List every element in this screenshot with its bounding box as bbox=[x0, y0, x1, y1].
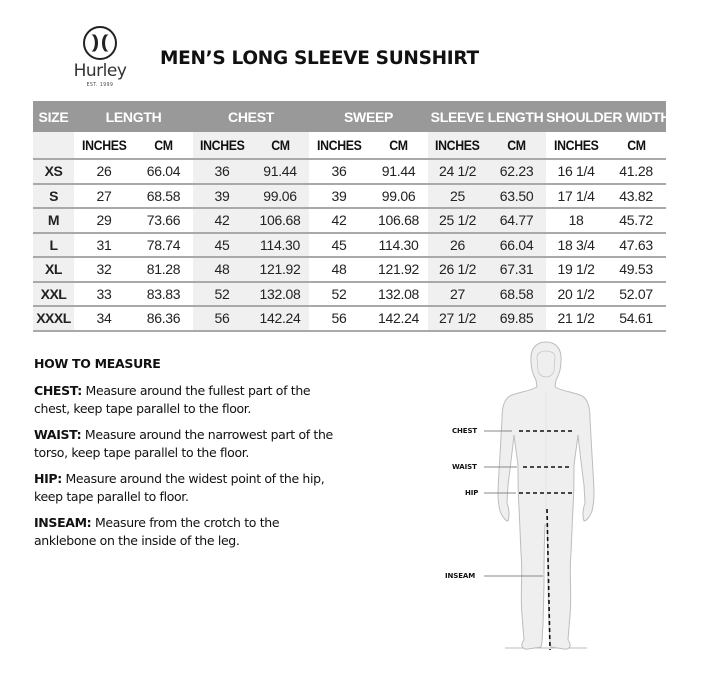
group-header-row bbox=[33, 101, 666, 132]
measure-text: Measure around the narrowest part of the torso, keep tape parallel to the floor. bbox=[34, 427, 333, 460]
brand-logo bbox=[68, 25, 132, 88]
measure-text: Measure from the crotch to the anklebone on the inside of the leg. bbox=[34, 515, 280, 548]
measurement-cell: 54.61 bbox=[606, 306, 666, 331]
measurement-cell: 25 1/2 bbox=[428, 208, 487, 233]
measurement-cell: 41.28 bbox=[606, 159, 666, 184]
measurement-cell: 43.82 bbox=[606, 184, 666, 209]
measurement-cell: 121.92 bbox=[251, 257, 309, 282]
table-row bbox=[33, 159, 666, 184]
measurement-cell: 32 bbox=[74, 257, 134, 282]
measurement-cell: 42 bbox=[309, 208, 369, 233]
measure-term: INSEAM: bbox=[34, 515, 92, 530]
measurement-cell: 64.77 bbox=[487, 208, 546, 233]
unit-header: CM bbox=[251, 132, 309, 159]
measure-term: CHEST: bbox=[34, 383, 82, 398]
table-row bbox=[33, 306, 666, 331]
measurement-cell: 106.68 bbox=[369, 208, 428, 233]
measurement-cell: 121.92 bbox=[369, 257, 428, 282]
measurement-cell: 86.36 bbox=[134, 306, 193, 331]
measure-instruction-inseam bbox=[34, 514, 334, 549]
table-row bbox=[33, 282, 666, 307]
unit-header: INCHES bbox=[193, 132, 251, 159]
size-chart-table bbox=[33, 101, 671, 332]
measurement-cell: 26 bbox=[74, 159, 134, 184]
measurement-cell: 27 bbox=[74, 184, 134, 209]
figure-label-inseam: INSEAM bbox=[445, 572, 476, 580]
measurement-cell: 63.50 bbox=[487, 184, 546, 209]
body-silhouette-icon bbox=[440, 335, 640, 680]
measurement-cell: 45 bbox=[309, 233, 369, 258]
unit-header: CM bbox=[606, 132, 666, 159]
group-header-chest: CHEST bbox=[193, 101, 309, 132]
measurement-cell: 36 bbox=[309, 159, 369, 184]
table-row bbox=[33, 233, 666, 258]
measurement-cell: 16 1/4 bbox=[546, 159, 606, 184]
measurement-cell: 81.28 bbox=[134, 257, 193, 282]
measurement-cell: 48 bbox=[193, 257, 251, 282]
measurement-cell: 106.68 bbox=[251, 208, 309, 233]
unit-header: CM bbox=[369, 132, 428, 159]
unit-header: INCHES bbox=[546, 132, 606, 159]
measurement-cell: 29 bbox=[74, 208, 134, 233]
measurement-cell: 142.24 bbox=[251, 306, 309, 331]
size-cell: XS bbox=[33, 159, 74, 184]
measurement-cell: 52 bbox=[193, 282, 251, 307]
measurement-cell: 62.23 bbox=[487, 159, 546, 184]
measure-term: HIP: bbox=[34, 471, 62, 486]
measurement-cell: 45.72 bbox=[606, 208, 666, 233]
measurement-cell: 25 bbox=[428, 184, 487, 209]
measure-instruction-chest bbox=[34, 382, 334, 417]
measurement-cell: 27 1/2 bbox=[428, 306, 487, 331]
measurement-cell: 42 bbox=[193, 208, 251, 233]
brand-wordmark: Hurley bbox=[73, 61, 127, 81]
measure-instruction-waist bbox=[34, 426, 334, 461]
measurement-cell: 18 bbox=[546, 208, 606, 233]
measurement-cell: 34 bbox=[74, 306, 134, 331]
table-row bbox=[33, 208, 666, 233]
size-cell: M bbox=[33, 208, 74, 233]
measurement-cell: 56 bbox=[309, 306, 369, 331]
size-cell: XL bbox=[33, 257, 74, 282]
figure-label-chest: CHEST bbox=[452, 427, 478, 435]
measurement-cell: 99.06 bbox=[369, 184, 428, 209]
measurement-cell: 18 3/4 bbox=[546, 233, 606, 258]
measurement-cell: 99.06 bbox=[251, 184, 309, 209]
group-header-sweep: SWEEP bbox=[309, 101, 428, 132]
size-cell: XXL bbox=[33, 282, 74, 307]
measurement-cell: 17 1/4 bbox=[546, 184, 606, 209]
measurement-cell: 69.85 bbox=[487, 306, 546, 331]
measurement-cell: 132.08 bbox=[369, 282, 428, 307]
measurement-cell: 68.58 bbox=[487, 282, 546, 307]
unit-header: INCHES bbox=[309, 132, 369, 159]
unit-header: CM bbox=[134, 132, 193, 159]
measurement-cell: 49.53 bbox=[606, 257, 666, 282]
measurement-cell: 47.63 bbox=[606, 233, 666, 258]
measurement-cell: 33 bbox=[74, 282, 134, 307]
how-to-measure-heading: HOW TO MEASURE bbox=[34, 356, 161, 371]
size-header: SIZE bbox=[33, 101, 74, 132]
measurement-cell: 78.74 bbox=[134, 233, 193, 258]
measurement-cell: 67.31 bbox=[487, 257, 546, 282]
measurement-cell: 45 bbox=[193, 233, 251, 258]
measurement-cell: 21 1/2 bbox=[546, 306, 606, 331]
measurement-cell: 36 bbox=[193, 159, 251, 184]
measurement-cell: 39 bbox=[309, 184, 369, 209]
how-to-measure-section bbox=[34, 356, 334, 558]
page-title: MEN’S LONG SLEEVE SUNSHIRT bbox=[160, 48, 479, 69]
measurement-cell: 91.44 bbox=[369, 159, 428, 184]
measurement-cell: 114.30 bbox=[251, 233, 309, 258]
measurement-cell: 73.66 bbox=[134, 208, 193, 233]
measurement-cell: 66.04 bbox=[487, 233, 546, 258]
measurement-cell: 52.07 bbox=[606, 282, 666, 307]
units-header-row bbox=[33, 132, 666, 159]
measurement-cell: 66.04 bbox=[134, 159, 193, 184]
figure-label-waist: WAIST bbox=[452, 463, 477, 471]
figure-label-hip: HIP bbox=[465, 489, 479, 497]
unit-header: INCHES bbox=[74, 132, 134, 159]
measurement-cell: 68.58 bbox=[134, 184, 193, 209]
measurement-cell: 27 bbox=[428, 282, 487, 307]
measurement-cell: 20 1/2 bbox=[546, 282, 606, 307]
measurement-cell: 48 bbox=[309, 257, 369, 282]
measurement-cell: 39 bbox=[193, 184, 251, 209]
measurement-cell: 91.44 bbox=[251, 159, 309, 184]
measure-text: Measure around the widest point of the hip, keep tape parallel to floor. bbox=[34, 471, 325, 504]
hurley-h-circle-icon bbox=[82, 25, 118, 61]
size-cell: S bbox=[33, 184, 74, 209]
group-header-length: LENGTH bbox=[74, 101, 193, 132]
measurement-cell: 19 1/2 bbox=[546, 257, 606, 282]
measurement-cell: 52 bbox=[309, 282, 369, 307]
measurement-cell: 26 1/2 bbox=[428, 257, 487, 282]
measurement-cell: 24 1/2 bbox=[428, 159, 487, 184]
measure-instruction-hip bbox=[34, 470, 334, 505]
measure-term: WAIST: bbox=[34, 427, 82, 442]
measurement-figure bbox=[440, 335, 640, 680]
measurement-cell: 114.30 bbox=[369, 233, 428, 258]
table-row bbox=[33, 184, 666, 209]
measurement-cell: 83.83 bbox=[134, 282, 193, 307]
size-cell: L bbox=[33, 233, 74, 258]
measure-text: Measure around the fullest part of the chest, keep tape parallel to the floor. bbox=[34, 383, 311, 416]
size-table-body bbox=[33, 159, 666, 331]
size-cell: XXXL bbox=[33, 306, 74, 331]
measurement-cell: 31 bbox=[74, 233, 134, 258]
measurement-cell: 56 bbox=[193, 306, 251, 331]
group-header-shoulder-width: SHOULDER WIDTH bbox=[546, 101, 666, 132]
units-header-blank bbox=[33, 132, 74, 159]
measurement-cell: 132.08 bbox=[251, 282, 309, 307]
measurement-cell: 142.24 bbox=[369, 306, 428, 331]
measurement-cell: 26 bbox=[428, 233, 487, 258]
unit-header: CM bbox=[487, 132, 546, 159]
table-row bbox=[33, 257, 666, 282]
unit-header: INCHES bbox=[428, 132, 487, 159]
group-header-sleeve-length: SLEEVE LENGTH bbox=[428, 101, 546, 132]
brand-established: EST. 1999 bbox=[86, 82, 114, 88]
